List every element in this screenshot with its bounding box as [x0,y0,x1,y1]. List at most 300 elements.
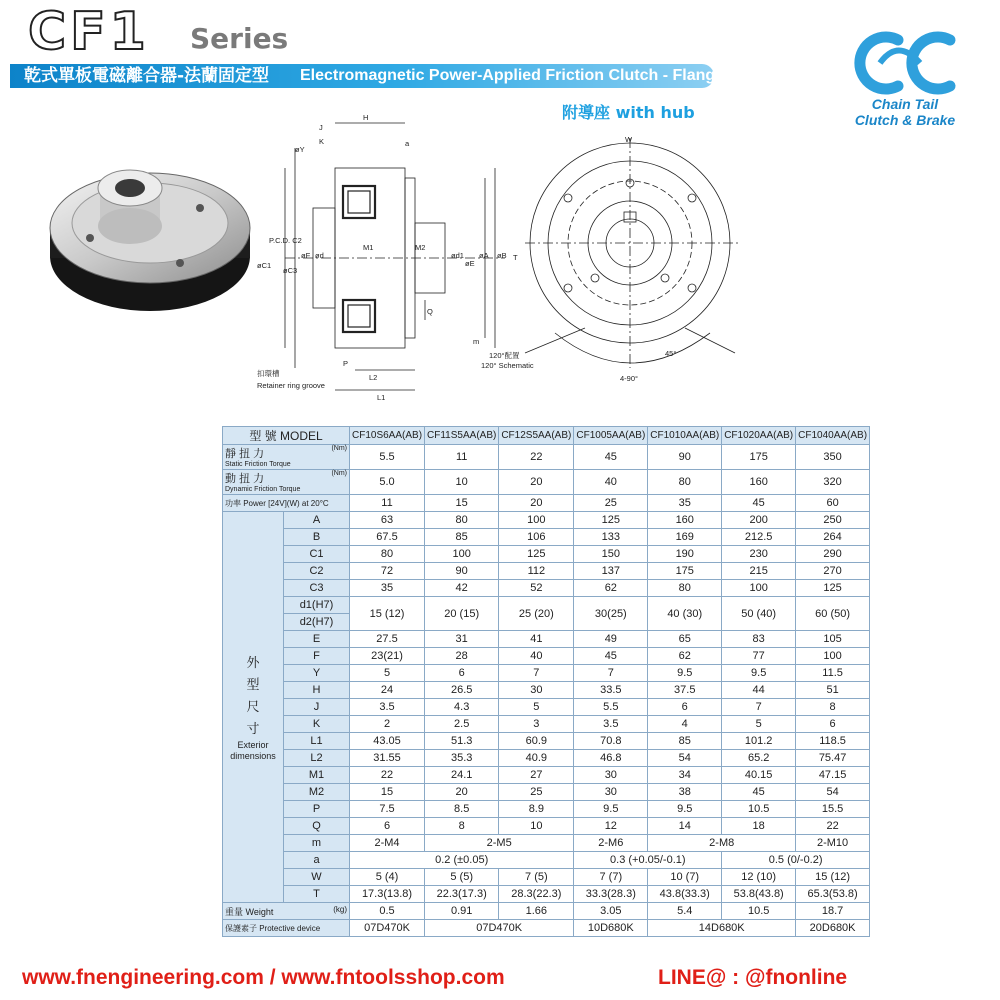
table-cell: 62 [574,580,648,597]
dim-label-Y: øY [295,145,305,154]
table-cell: 8.9 [499,801,574,818]
static-torque-label [223,445,350,470]
dim-label-E: øE [465,259,475,268]
table-cell: 75.47 [796,750,870,767]
static-unit: (Nm) [331,445,347,452]
table-row-weight [223,903,870,920]
table-cell: 45 [722,784,796,801]
static-label-zh: 靜 扭 力 [225,448,265,460]
table-cell: 5 [499,699,574,716]
table-cell: 35.3 [425,750,499,767]
table-cell: 264 [796,529,870,546]
table-cell: 175 [648,563,722,580]
dim-key: C2 [284,563,350,580]
dim-key: E [284,631,350,648]
table-cell: 26.5 [425,682,499,699]
dim-key: P [284,801,350,818]
table-cell: 2-M10 [796,835,870,852]
table-row-dim [223,818,870,835]
dim-label-M2: M2 [415,243,426,252]
side-section-drawing [255,108,534,408]
table-cell: 10 (7) [648,869,722,886]
exterior-label-char: 外 [246,655,260,670]
table-cell: 5.4 [648,903,722,920]
table-cell: 12 [574,818,648,835]
table-cell: 100 [796,648,870,665]
table-cell: 62 [648,648,722,665]
table-cell: 20 [499,495,574,512]
table-cell: 5 (4) [350,869,425,886]
table-cell: 5.5 [574,699,648,716]
table-row-W [223,869,870,886]
table-cell: 15 [350,784,425,801]
table-cell: 101.2 [722,733,796,750]
table-row-dim [223,682,870,699]
table-row-dim [223,801,870,818]
table-cell: 5 [722,716,796,733]
table-cell: 105 [796,631,870,648]
table-cell: 175 [722,445,796,470]
dynamic-unit: (Nm) [331,470,347,477]
table-cell: 77 [722,648,796,665]
dim-label-W: W [625,135,633,144]
dim-label-L2: L2 [369,373,378,382]
table-cell: 54 [648,750,722,767]
model-cell: CF10S6AA(AB) [350,427,425,445]
table-cell: 15 (12) [796,869,870,886]
table-cell: 18.7 [796,903,870,920]
table-cell: 133 [574,529,648,546]
table-cell: 10D680K [574,920,648,937]
table-cell: 22.3(17.3) [425,886,499,903]
table-cell: 7 (5) [499,869,574,886]
table-row-dim [223,648,870,665]
table-cell: 160 [722,470,796,495]
table-cell: 72 [350,563,425,580]
table-cell: 51.3 [425,733,499,750]
table-cell: 23(21) [350,648,425,665]
table-cell: 11 [425,445,499,470]
dim-key: W [284,869,350,886]
table-cell: 250 [796,512,870,529]
dim-label-Q: Q [427,307,433,316]
table-cell: 200 [722,512,796,529]
table-cell: 150 [574,546,648,563]
table-row-static [223,445,870,470]
table-cell: 4 [648,716,722,733]
table-cell: 80 [425,512,499,529]
table-cell: 43.8(33.3) [648,886,722,903]
dim-key: K [284,716,350,733]
table-row-dim [223,699,870,716]
weight-label-text: 重量 Weight [225,906,274,917]
table-cell: 190 [648,546,722,563]
brand-name-line1: Chain Tail [871,96,939,112]
table-cell: 15 (12) [350,597,425,631]
dim-key: F [284,648,350,665]
table-cell: 9.5 [648,665,722,682]
dim-key: A [284,512,350,529]
device-label: 保護素子 Protective device [223,920,350,937]
table-cell: 60.9 [499,733,574,750]
table-cell: 9.5 [574,801,648,818]
dim-label-d1: ød1 [451,251,464,260]
table-cell: 12 (10) [722,869,796,886]
dim-label-a: a [405,139,410,148]
table-cell: 52 [499,580,574,597]
table-cell: 11.5 [796,665,870,682]
table-cell: 25 [574,495,648,512]
table-cell: 34 [648,767,722,784]
product-photo [30,148,250,318]
table-cell: 9.5 [648,801,722,818]
table-cell: 0.2 (±0.05) [350,852,574,869]
table-row-dim [223,512,870,529]
dim-key: T [284,886,350,903]
table-cell: 10.5 [722,801,796,818]
table-cell: 8 [425,818,499,835]
table-cell: 3.05 [574,903,648,920]
table-cell: 40 (30) [648,597,722,631]
dim-key: m [284,835,350,852]
model-cell: CF1040AA(AB) [796,427,870,445]
table-cell: 20 [499,470,574,495]
dim-label-L1: L1 [377,393,386,402]
table-cell: 20 [425,784,499,801]
table-cell: 45 [574,445,648,470]
dim-key: M1 [284,767,350,784]
dim-key: Y [284,665,350,682]
model-cell: CF1020AA(AB) [722,427,796,445]
table-cell: 37.5 [648,682,722,699]
static-label-en: Static Friction Torque [225,461,291,468]
table-cell: 54 [796,784,870,801]
table-cell: 10 [499,818,574,835]
table-cell: 14 [648,818,722,835]
table-cell: 10.5 [722,903,796,920]
table-cell: 2-M8 [648,835,796,852]
table-cell: 14D680K [648,920,796,937]
table-row-power [223,495,870,512]
dim-label-C3: øC3 [283,266,298,275]
table-row-dim [223,665,870,682]
model-cell: CF1005AA(AB) [574,427,648,445]
exterior-label-char: 寸 [246,721,260,736]
table-cell: 07D470K [425,920,574,937]
table-cell: 6 [425,665,499,682]
table-cell: 9.5 [722,665,796,682]
table-cell: 8 [796,699,870,716]
table-cell: 2-M5 [425,835,574,852]
table-cell: 17.3(13.8) [350,886,425,903]
table-row-dim [223,580,870,597]
table-cell: 320 [796,470,870,495]
dim-label-P: P [343,359,349,368]
table-row-T [223,886,870,903]
table-row-device [223,920,870,937]
table-cell: 6 [796,716,870,733]
dim-key: H [284,682,350,699]
table-cell: 45 [722,495,796,512]
table-cell: 3.5 [574,716,648,733]
table-cell: 50 (40) [722,597,796,631]
table-cell: 4.3 [425,699,499,716]
table-cell: 35 [350,580,425,597]
brand-logo-icon [850,28,960,98]
power-label: 功率 Power [24V](W) at 20°C [223,495,350,512]
dim-label-M1: M1 [363,243,374,252]
table-cell: 6 [648,699,722,716]
table-cell: 0.5 [350,903,425,920]
dynamic-label-en: Dynamic Friction Torque [225,486,301,493]
table-cell: 35 [648,495,722,512]
table-cell: 7 [499,665,574,682]
table-cell: 100 [499,512,574,529]
table-cell: 80 [350,546,425,563]
footer-line-id[interactable]: LINE@ : @fnonline [658,966,848,989]
table-cell: 90 [425,563,499,580]
table-cell: 106 [499,529,574,546]
table-cell: 31.55 [350,750,425,767]
table-row-dim [223,733,870,750]
dim-label-F: øF [301,251,311,260]
model-label-en: MODEL [280,429,323,443]
footer-websites[interactable]: www.fnengineering.com / www.fntoolsshop.com [22,966,505,989]
table-cell: 33.3(28.3) [574,886,648,903]
table-cell: 125 [796,580,870,597]
table-cell: 25 [499,784,574,801]
table-cell: 5.5 [350,445,425,470]
table-cell: 41 [499,631,574,648]
table-cell: 5.0 [350,470,425,495]
table-cell: 40.9 [499,750,574,767]
dynamic-torque-label [223,470,350,495]
table-row-dim [223,750,870,767]
table-cell: 90 [648,445,722,470]
dim-key: C1 [284,546,350,563]
table-cell: 60 (50) [796,597,870,631]
table-cell: 350 [796,445,870,470]
table-cell: 31 [425,631,499,648]
table-cell: 7 [722,699,796,716]
table-cell: 33.5 [574,682,648,699]
model-cell: CF12S5AA(AB) [499,427,574,445]
exterior-label-char: 尺 [246,699,260,714]
table-cell: 27.5 [350,631,425,648]
front-view-drawing [513,128,755,388]
table-cell: 45 [574,648,648,665]
series-word: Series [190,22,289,55]
table-cell: 63 [350,512,425,529]
table-cell: 1.66 [499,903,574,920]
table-cell: 7 (7) [574,869,648,886]
exterior-dimensions-label [223,512,284,903]
table-cell: 125 [574,512,648,529]
table-cell: 40 [574,470,648,495]
table-cell: 28.3(22.3) [499,886,574,903]
table-cell: 24 [350,682,425,699]
table-cell: 67.5 [350,529,425,546]
dim-key: C3 [284,580,350,597]
table-cell: 2.5 [425,716,499,733]
table-row-dim [223,529,870,546]
exterior-label-en: Exterior dimensions [230,740,276,761]
table-row-dim [223,784,870,801]
table-cell: 10 [425,470,499,495]
table-row-model [223,427,870,445]
table-cell: 2 [350,716,425,733]
dim-label-4-90: 4-90° [620,374,639,383]
title-chinese: 乾式單板電磁離合器-法蘭固定型 [24,66,270,86]
table-cell: 53.8(43.8) [722,886,796,903]
table-cell: 18 [722,818,796,835]
table-cell: 24.1 [425,767,499,784]
dim-key: L2 [284,750,350,767]
table-cell: 30 [574,767,648,784]
dynamic-label-zh: 動 扭 力 [225,473,265,485]
dim-key: a [284,852,350,869]
table-cell: 7.5 [350,801,425,818]
table-cell: 270 [796,563,870,580]
table-cell: 118.5 [796,733,870,750]
table-cell: 28 [425,648,499,665]
table-row-dim [223,546,870,563]
table-cell: 215 [722,563,796,580]
table-cell: 07D470K [350,920,425,937]
dim-label-d: ød [315,251,324,260]
table-cell: 20 (15) [425,597,499,631]
dim-label-B: øB [497,251,507,260]
table-cell: 22 [796,818,870,835]
table-cell: 160 [648,512,722,529]
table-cell: 6 [350,818,425,835]
table-cell: 290 [796,546,870,563]
table-cell: 15.5 [796,801,870,818]
weight-unit: (kg) [333,904,347,914]
dim-label-T: T [513,253,518,262]
table-row-dynamic [223,470,870,495]
table-cell: 38 [648,784,722,801]
table-cell: 30(25) [574,597,648,631]
table-cell: 0.3 (+0.05/-0.1) [574,852,722,869]
table-cell: 137 [574,563,648,580]
dim-label-K: K [319,137,325,146]
table-cell: 230 [722,546,796,563]
table-cell: 80 [648,580,722,597]
dim-key: d2(H7) [284,614,350,631]
table-cell: 2-M6 [574,835,648,852]
model-label-zh: 型 號 [249,429,277,443]
table-cell: 85 [648,733,722,750]
table-cell: 70.8 [574,733,648,750]
table-cell: 0.5 (0/-0.2) [722,852,870,869]
table-cell: 27 [499,767,574,784]
table-cell: 65.3(53.8) [796,886,870,903]
table-cell: 43.05 [350,733,425,750]
table-cell: 100 [425,546,499,563]
schematic-label-zh: 120°配置 [489,351,520,360]
dim-label-C1: øC1 [257,261,272,270]
retainer-label-zh: 扣環槽 [257,369,280,378]
series-title: CF1 [28,2,150,62]
table-cell: 3.5 [350,699,425,716]
dim-key: Q [284,818,350,835]
table-cell: 40.15 [722,767,796,784]
table-cell: 49 [574,631,648,648]
dim-key: B [284,529,350,546]
table-cell: 11 [350,495,425,512]
table-cell: 60 [796,495,870,512]
table-cell: 5 (5) [425,869,499,886]
dim-label-J: J [319,123,323,132]
table-cell: 5 [350,665,425,682]
table-cell: 30 [574,784,648,801]
brand-name [846,96,964,128]
table-cell: 47.15 [796,767,870,784]
table-row-m [223,835,870,852]
dim-label-H: H [363,113,369,122]
dim-label-A: øA [479,251,489,260]
table-cell: 25 (20) [499,597,574,631]
exterior-label-char: 型 [246,677,260,692]
table-cell: 51 [796,682,870,699]
table-cell: 112 [499,563,574,580]
table-row-dim [223,767,870,784]
table-cell: 169 [648,529,722,546]
table-row-dim [223,563,870,580]
spec-table [222,426,870,937]
table-cell: 42 [425,580,499,597]
brand-name-line2: Clutch & Brake [854,112,956,128]
table-cell: 22 [350,767,425,784]
dim-key: M2 [284,784,350,801]
schematic-label-en: 120° Schematic [481,361,534,370]
table-row-a [223,852,870,869]
table-cell: 125 [499,546,574,563]
table-cell: 46.8 [574,750,648,767]
table-cell: 44 [722,682,796,699]
retainer-label-en: Retainer ring groove [257,381,325,390]
dim-label-C2: P.C.D. C2 [269,236,302,245]
model-cell: CF1010AA(AB) [648,427,722,445]
table-cell: 65 [648,631,722,648]
table-row-dim [223,716,870,733]
hub-label: 附導座 with hub [562,103,695,122]
dim-key: J [284,699,350,716]
dim-label-45: 45° [665,349,677,358]
table-cell: 22 [499,445,574,470]
table-cell: 83 [722,631,796,648]
dim-key: d1(H7) [284,597,350,614]
table-cell: 100 [722,580,796,597]
model-header [223,427,350,445]
table-cell: 0.91 [425,903,499,920]
table-cell: 30 [499,682,574,699]
title-english: Electromagnetic Power-Applied Friction Clutch - Flange Mounted [300,67,796,84]
model-cell: CF11S5AA(AB) [425,427,499,445]
table-cell: 20D680K [796,920,870,937]
table-row-d1 [223,597,870,614]
dim-key: L1 [284,733,350,750]
table-cell: 8.5 [425,801,499,818]
dim-label-m: m [473,337,480,346]
weight-label [223,903,350,920]
table-cell: 3 [499,716,574,733]
table-cell: 2-M4 [350,835,425,852]
table-cell: 212.5 [722,529,796,546]
table-cell: 80 [648,470,722,495]
table-row-dim [223,631,870,648]
